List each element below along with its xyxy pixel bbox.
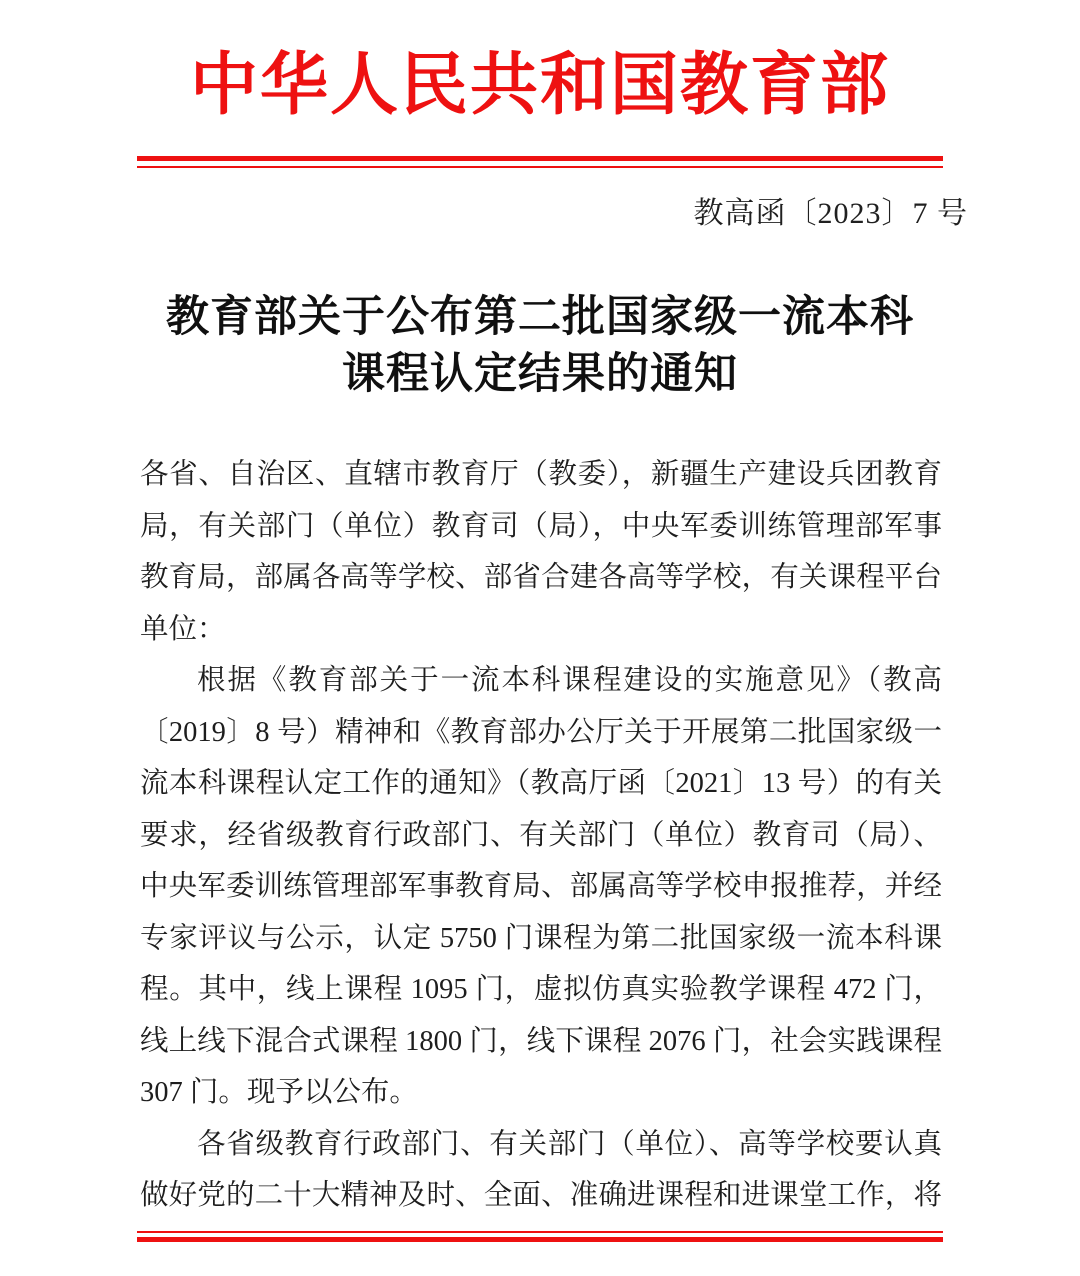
separator-thin-line [137, 166, 943, 168]
separator-thin-line [137, 1231, 943, 1233]
body-line: 教育局，部属各高等学校、部省合建各高等学校，有关课程平台 [140, 562, 942, 593]
body-line: 各省、自治区、直辖市教育厅（教委），新疆生产建设兵团教育 [140, 459, 942, 490]
separator-thick-line [137, 1237, 943, 1242]
body-line: 根据《教育部关于一流本科课程建设的实施意见》（教高 [197, 665, 942, 696]
document-title-line2: 课程认定结果的通知 [342, 351, 738, 398]
body-line: 流本科课程认定工作的通知》（教高厅函〔2021〕13 号）的有关 [140, 768, 942, 799]
footer-separator [137, 1231, 943, 1242]
document-title [0, 289, 1080, 403]
body-line: 中央军委训练管理部军事教育局、部属高等学校申报推荐，并经 [140, 871, 942, 902]
body-line: 局，有关部门（单位）教育司（局），中央军委训练管理部军事 [140, 510, 942, 542]
body-line: 程。其中，线上课程 1095 门，虚拟仿真实验教学课程 472 门， [140, 974, 942, 1005]
body-line: 各省级教育行政部门、有关部门（单位）、高等学校要认真 [197, 1128, 942, 1160]
body-line: 307 门。现予以公布。 [140, 1077, 418, 1108]
body-line: 要求，经省级教育行政部门、有关部门（单位）教育司（局）、 [140, 819, 942, 851]
header-separator [137, 156, 943, 168]
body-line: 专家评议与公示，认定 5750 门课程为第二批国家级一流本科课 [140, 922, 942, 954]
document-body [140, 449, 942, 1222]
body-line: 线上线下混合式课程 1800 门，线下课程 2076 门，社会实践课程 [140, 1025, 942, 1057]
body-line: 做好党的二十大精神及时、全面、准确进课程和进课堂工作，将 [140, 1180, 942, 1211]
document-number: 教高函〔2023〕7 号 [693, 197, 968, 230]
separator-thick-line [137, 156, 943, 161]
body-line: 单位： [140, 613, 226, 645]
document-title-line1: 教育部关于公布第二批国家级一流本科 [166, 294, 914, 341]
body-line: 〔2019〕8 号）精神和《教育部办公厅关于开展第二批国家级一 [140, 716, 942, 748]
agency-name: 中华人民共和国教育部 [189, 47, 890, 123]
